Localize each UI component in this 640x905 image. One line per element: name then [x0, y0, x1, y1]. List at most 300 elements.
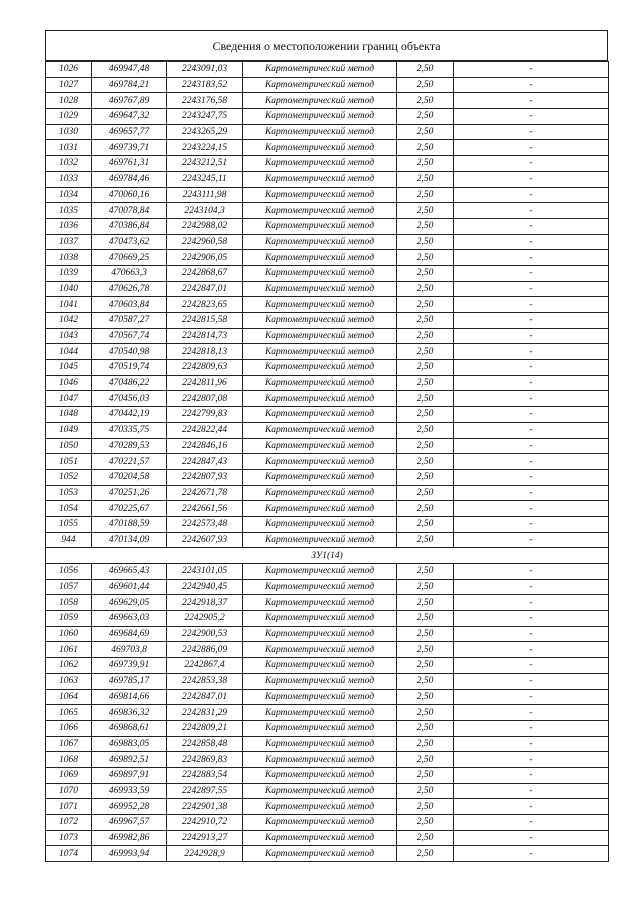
point-number: 1031 — [46, 140, 92, 156]
x-coordinate: 470225,67 — [92, 501, 167, 517]
y-coordinate: 2242906,05 — [167, 250, 243, 266]
x-coordinate: 470386,84 — [92, 218, 167, 234]
point-number: 1060 — [46, 626, 92, 642]
table-row — [46, 375, 609, 391]
method-cell: Картометрический метод — [243, 673, 397, 689]
y-coordinate: 2242901,38 — [167, 799, 243, 815]
accuracy-cell: 2,50 — [397, 611, 454, 627]
point-number: 1034 — [46, 187, 92, 203]
x-coordinate: 470663,3 — [92, 265, 167, 281]
description-cell: - — [454, 375, 609, 391]
accuracy-cell: 2,50 — [397, 626, 454, 642]
point-number: 1053 — [46, 485, 92, 501]
description-cell: - — [454, 93, 609, 109]
x-coordinate: 469647,32 — [92, 109, 167, 125]
point-number: 1062 — [46, 658, 92, 674]
y-coordinate: 2242811,96 — [167, 375, 243, 391]
x-coordinate: 470078,84 — [92, 203, 167, 219]
description-cell: - — [454, 203, 609, 219]
point-number: 1038 — [46, 250, 92, 266]
y-coordinate: 2242661,56 — [167, 501, 243, 517]
description-cell: - — [454, 328, 609, 344]
y-coordinate: 2242573,48 — [167, 516, 243, 532]
point-number: 944 — [46, 532, 92, 548]
table-row — [46, 673, 609, 689]
description-cell: - — [454, 516, 609, 532]
y-coordinate: 2242823,65 — [167, 297, 243, 313]
accuracy-cell: 2,50 — [397, 705, 454, 721]
method-cell: Картометрический метод — [243, 171, 397, 187]
point-number: 1037 — [46, 234, 92, 250]
x-coordinate: 470221,57 — [92, 454, 167, 470]
table-row — [46, 422, 609, 438]
table-row — [46, 187, 609, 203]
y-coordinate: 2242809,21 — [167, 720, 243, 736]
y-coordinate: 2243176,58 — [167, 93, 243, 109]
accuracy-cell: 2,50 — [397, 689, 454, 705]
y-coordinate: 2243224,15 — [167, 140, 243, 156]
method-cell: Картометрический метод — [243, 642, 397, 658]
method-cell: Картометрический метод — [243, 297, 397, 313]
description-cell: - — [454, 720, 609, 736]
description-cell: - — [454, 501, 609, 517]
y-coordinate: 2242847,43 — [167, 454, 243, 470]
y-coordinate: 2242671,78 — [167, 485, 243, 501]
method-cell: Картометрический метод — [243, 595, 397, 611]
accuracy-cell: 2,50 — [397, 250, 454, 266]
point-number: 1061 — [46, 642, 92, 658]
y-coordinate: 2242910,72 — [167, 815, 243, 831]
accuracy-cell: 2,50 — [397, 783, 454, 799]
point-number: 1048 — [46, 407, 92, 423]
y-coordinate: 2242905,2 — [167, 611, 243, 627]
x-coordinate: 470060,16 — [92, 187, 167, 203]
method-cell: Картометрический метод — [243, 250, 397, 266]
boundary-document — [45, 30, 608, 862]
method-cell: Картометрический метод — [243, 783, 397, 799]
table-row — [46, 124, 609, 140]
accuracy-cell: 2,50 — [397, 830, 454, 846]
point-number: 1059 — [46, 611, 92, 627]
point-number: 1029 — [46, 109, 92, 125]
point-number: 1051 — [46, 454, 92, 470]
accuracy-cell: 2,50 — [397, 846, 454, 862]
accuracy-cell: 2,50 — [397, 501, 454, 517]
section-row — [46, 548, 609, 564]
table-row — [46, 109, 609, 125]
description-cell: - — [454, 532, 609, 548]
table-row — [46, 799, 609, 815]
y-coordinate: 2243091,03 — [167, 62, 243, 78]
x-coordinate: 469952,28 — [92, 799, 167, 815]
method-cell: Картометрический метод — [243, 532, 397, 548]
point-number: 1039 — [46, 265, 92, 281]
point-number: 1072 — [46, 815, 92, 831]
coordinates-block-2 — [46, 564, 609, 862]
table-row — [46, 454, 609, 470]
table-row — [46, 689, 609, 705]
table-row — [46, 579, 609, 595]
table-row — [46, 250, 609, 266]
y-coordinate: 2243101,05 — [167, 564, 243, 580]
point-number: 1040 — [46, 281, 92, 297]
coordinates-table — [45, 61, 609, 862]
accuracy-cell: 2,50 — [397, 485, 454, 501]
x-coordinate: 470587,27 — [92, 313, 167, 329]
point-number: 1069 — [46, 767, 92, 783]
accuracy-cell: 2,50 — [397, 265, 454, 281]
accuracy-cell: 2,50 — [397, 281, 454, 297]
description-cell: - — [454, 752, 609, 768]
method-cell: Картометрический метод — [243, 626, 397, 642]
accuracy-cell: 2,50 — [397, 313, 454, 329]
method-cell: Картометрический метод — [243, 313, 397, 329]
description-cell: - — [454, 297, 609, 313]
y-coordinate: 2242818,13 — [167, 344, 243, 360]
method-cell: Картометрический метод — [243, 265, 397, 281]
x-coordinate: 470442,19 — [92, 407, 167, 423]
description-cell: - — [454, 815, 609, 831]
x-coordinate: 470486,22 — [92, 375, 167, 391]
y-coordinate: 2242960,58 — [167, 234, 243, 250]
point-number: 1043 — [46, 328, 92, 344]
method-cell: Картометрический метод — [243, 579, 397, 595]
y-coordinate: 2242799,83 — [167, 407, 243, 423]
description-cell: - — [454, 109, 609, 125]
y-coordinate: 2242831,29 — [167, 705, 243, 721]
section-label: ЗУ1(14) — [46, 548, 609, 564]
method-cell: Картометрический метод — [243, 375, 397, 391]
x-coordinate: 469665,43 — [92, 564, 167, 580]
x-coordinate: 470603,84 — [92, 297, 167, 313]
table-row — [46, 626, 609, 642]
point-number: 1065 — [46, 705, 92, 721]
method-cell: Картометрический метод — [243, 422, 397, 438]
x-coordinate: 469663,03 — [92, 611, 167, 627]
accuracy-cell: 2,50 — [397, 658, 454, 674]
table-row — [46, 281, 609, 297]
method-cell: Картометрический метод — [243, 328, 397, 344]
description-cell: - — [454, 611, 609, 627]
point-number: 1064 — [46, 689, 92, 705]
x-coordinate: 470473,62 — [92, 234, 167, 250]
accuracy-cell: 2,50 — [397, 93, 454, 109]
point-number: 1045 — [46, 360, 92, 376]
x-coordinate: 470567,74 — [92, 328, 167, 344]
method-cell: Картометрический метод — [243, 485, 397, 501]
table-row — [46, 736, 609, 752]
x-coordinate: 470626,78 — [92, 281, 167, 297]
description-cell: - — [454, 171, 609, 187]
description-cell: - — [454, 281, 609, 297]
method-cell: Картометрический метод — [243, 705, 397, 721]
table-row — [46, 297, 609, 313]
y-coordinate: 2242847,01 — [167, 689, 243, 705]
x-coordinate: 469892,51 — [92, 752, 167, 768]
method-cell: Картометрический метод — [243, 501, 397, 517]
accuracy-cell: 2,50 — [397, 171, 454, 187]
point-number: 1067 — [46, 736, 92, 752]
accuracy-cell: 2,50 — [397, 156, 454, 172]
method-cell: Картометрический метод — [243, 391, 397, 407]
accuracy-cell: 2,50 — [397, 532, 454, 548]
point-number: 1066 — [46, 720, 92, 736]
x-coordinate: 469739,91 — [92, 658, 167, 674]
table-row — [46, 783, 609, 799]
y-coordinate: 2242940,45 — [167, 579, 243, 595]
x-coordinate: 469657,77 — [92, 124, 167, 140]
y-coordinate: 2243111,98 — [167, 187, 243, 203]
point-number: 1049 — [46, 422, 92, 438]
accuracy-cell: 2,50 — [397, 752, 454, 768]
description-cell: - — [454, 846, 609, 862]
description-cell: - — [454, 830, 609, 846]
description-cell: - — [454, 218, 609, 234]
y-coordinate: 2242868,67 — [167, 265, 243, 281]
method-cell: Картометрический метод — [243, 469, 397, 485]
table-row — [46, 846, 609, 862]
method-cell: Картометрический метод — [243, 140, 397, 156]
table-row — [46, 611, 609, 627]
y-coordinate: 2243183,52 — [167, 77, 243, 93]
accuracy-cell: 2,50 — [397, 407, 454, 423]
point-number: 1026 — [46, 62, 92, 78]
table-row — [46, 62, 609, 78]
description-cell: - — [454, 564, 609, 580]
y-coordinate: 2242886,09 — [167, 642, 243, 658]
table-row — [46, 218, 609, 234]
accuracy-cell: 2,50 — [397, 77, 454, 93]
method-cell: Картометрический метод — [243, 218, 397, 234]
table-row — [46, 140, 609, 156]
description-cell: - — [454, 595, 609, 611]
table-row — [46, 265, 609, 281]
accuracy-cell: 2,50 — [397, 767, 454, 783]
method-cell: Картометрический метод — [243, 752, 397, 768]
point-number: 1033 — [46, 171, 92, 187]
table-row — [46, 501, 609, 517]
description-cell: - — [454, 77, 609, 93]
accuracy-cell: 2,50 — [397, 62, 454, 78]
accuracy-cell: 2,50 — [397, 375, 454, 391]
y-coordinate: 2242815,58 — [167, 313, 243, 329]
point-number: 1036 — [46, 218, 92, 234]
table-row — [46, 705, 609, 721]
y-coordinate: 2243265,29 — [167, 124, 243, 140]
accuracy-cell: 2,50 — [397, 736, 454, 752]
point-number: 1035 — [46, 203, 92, 219]
method-cell: Картометрический метод — [243, 658, 397, 674]
y-coordinate: 2242807,08 — [167, 391, 243, 407]
description-cell: - — [454, 140, 609, 156]
x-coordinate: 469684,69 — [92, 626, 167, 642]
y-coordinate: 2242988,02 — [167, 218, 243, 234]
description-cell: - — [454, 62, 609, 78]
point-number: 1068 — [46, 752, 92, 768]
description-cell: - — [454, 407, 609, 423]
method-cell: Картометрический метод — [243, 815, 397, 831]
table-row — [46, 516, 609, 532]
description-cell: - — [454, 705, 609, 721]
y-coordinate: 2243245,11 — [167, 171, 243, 187]
method-cell: Картометрический метод — [243, 846, 397, 862]
y-coordinate: 2243247,75 — [167, 109, 243, 125]
table-row — [46, 469, 609, 485]
accuracy-cell: 2,50 — [397, 109, 454, 125]
x-coordinate: 470456,03 — [92, 391, 167, 407]
table-row — [46, 391, 609, 407]
description-cell: - — [454, 454, 609, 470]
y-coordinate: 2242883,54 — [167, 767, 243, 783]
x-coordinate: 469739,71 — [92, 140, 167, 156]
y-coordinate: 2242822,44 — [167, 422, 243, 438]
method-cell: Картометрический метод — [243, 564, 397, 580]
point-number: 1071 — [46, 799, 92, 815]
point-number: 1052 — [46, 469, 92, 485]
x-coordinate: 470251,26 — [92, 485, 167, 501]
table-row — [46, 830, 609, 846]
x-coordinate: 470289,53 — [92, 438, 167, 454]
method-cell: Картометрический метод — [243, 736, 397, 752]
y-coordinate: 2242913,27 — [167, 830, 243, 846]
table-row — [46, 720, 609, 736]
method-cell: Картометрический метод — [243, 344, 397, 360]
table-row — [46, 485, 609, 501]
accuracy-cell: 2,50 — [397, 438, 454, 454]
point-number: 1057 — [46, 579, 92, 595]
x-coordinate: 470204,58 — [92, 469, 167, 485]
table-row — [46, 77, 609, 93]
accuracy-cell: 2,50 — [397, 218, 454, 234]
accuracy-cell: 2,50 — [397, 124, 454, 140]
accuracy-cell: 2,50 — [397, 564, 454, 580]
table-row — [46, 360, 609, 376]
description-cell: - — [454, 579, 609, 595]
y-coordinate: 2242928,9 — [167, 846, 243, 862]
x-coordinate: 470519,74 — [92, 360, 167, 376]
point-number: 1055 — [46, 516, 92, 532]
y-coordinate: 2242900,53 — [167, 626, 243, 642]
accuracy-cell: 2,50 — [397, 642, 454, 658]
method-cell: Картометрический метод — [243, 454, 397, 470]
table-row — [46, 752, 609, 768]
description-cell: - — [454, 360, 609, 376]
method-cell: Картометрический метод — [243, 720, 397, 736]
method-cell: Картометрический метод — [243, 767, 397, 783]
accuracy-cell: 2,50 — [397, 360, 454, 376]
accuracy-cell: 2,50 — [397, 469, 454, 485]
method-cell: Картометрический метод — [243, 281, 397, 297]
description-cell: - — [454, 438, 609, 454]
method-cell: Картометрический метод — [243, 187, 397, 203]
accuracy-cell: 2,50 — [397, 516, 454, 532]
x-coordinate: 469993,94 — [92, 846, 167, 862]
y-coordinate: 2242847,01 — [167, 281, 243, 297]
y-coordinate: 2242809,63 — [167, 360, 243, 376]
accuracy-cell: 2,50 — [397, 720, 454, 736]
point-number: 1070 — [46, 783, 92, 799]
method-cell: Картометрический метод — [243, 234, 397, 250]
point-number: 1056 — [46, 564, 92, 580]
point-number: 1027 — [46, 77, 92, 93]
table-row — [46, 234, 609, 250]
x-coordinate: 469785,17 — [92, 673, 167, 689]
accuracy-cell: 2,50 — [397, 203, 454, 219]
accuracy-cell: 2,50 — [397, 422, 454, 438]
accuracy-cell: 2,50 — [397, 187, 454, 203]
point-number: 1074 — [46, 846, 92, 862]
point-number: 1044 — [46, 344, 92, 360]
y-coordinate: 2242807,93 — [167, 469, 243, 485]
y-coordinate: 2242846,16 — [167, 438, 243, 454]
x-coordinate: 470188,59 — [92, 516, 167, 532]
accuracy-cell: 2,50 — [397, 344, 454, 360]
accuracy-cell: 2,50 — [397, 595, 454, 611]
table-row — [46, 156, 609, 172]
x-coordinate: 469836,32 — [92, 705, 167, 721]
description-cell: - — [454, 626, 609, 642]
method-cell: Картометрический метод — [243, 93, 397, 109]
table-row — [46, 203, 609, 219]
description-cell: - — [454, 250, 609, 266]
point-number: 1028 — [46, 93, 92, 109]
method-cell: Картометрический метод — [243, 407, 397, 423]
description-cell: - — [454, 124, 609, 140]
y-coordinate: 2242918,37 — [167, 595, 243, 611]
y-coordinate: 2242853,38 — [167, 673, 243, 689]
x-coordinate: 469883,05 — [92, 736, 167, 752]
x-coordinate: 469784,21 — [92, 77, 167, 93]
point-number: 1032 — [46, 156, 92, 172]
y-coordinate: 2242897,55 — [167, 783, 243, 799]
x-coordinate: 469601,44 — [92, 579, 167, 595]
method-cell: Картометрический метод — [243, 830, 397, 846]
table-row — [46, 438, 609, 454]
table-row — [46, 532, 609, 548]
method-cell: Картометрический метод — [243, 109, 397, 125]
method-cell: Картометрический метод — [243, 438, 397, 454]
x-coordinate: 469814,66 — [92, 689, 167, 705]
description-cell: - — [454, 485, 609, 501]
document-title: Сведения о местоположении границ объекта — [45, 30, 608, 61]
y-coordinate: 2242869,83 — [167, 752, 243, 768]
accuracy-cell: 2,50 — [397, 328, 454, 344]
description-cell: - — [454, 642, 609, 658]
x-coordinate: 469703,8 — [92, 642, 167, 658]
table-row — [46, 328, 609, 344]
table-row — [46, 658, 609, 674]
coordinates-block-1 — [46, 62, 609, 548]
method-cell: Картометрический метод — [243, 124, 397, 140]
method-cell: Картометрический метод — [243, 360, 397, 376]
table-row — [46, 642, 609, 658]
description-cell: - — [454, 689, 609, 705]
method-cell: Картометрический метод — [243, 156, 397, 172]
y-coordinate: 2243104,3 — [167, 203, 243, 219]
description-cell: - — [454, 391, 609, 407]
description-cell: - — [454, 187, 609, 203]
table-row — [46, 815, 609, 831]
point-number: 1030 — [46, 124, 92, 140]
method-cell: Картометрический метод — [243, 611, 397, 627]
point-number: 1047 — [46, 391, 92, 407]
method-cell: Картометрический метод — [243, 203, 397, 219]
table-row — [46, 171, 609, 187]
point-number: 1041 — [46, 297, 92, 313]
x-coordinate: 469868,61 — [92, 720, 167, 736]
y-coordinate: 2242867,4 — [167, 658, 243, 674]
y-coordinate: 2242814,73 — [167, 328, 243, 344]
